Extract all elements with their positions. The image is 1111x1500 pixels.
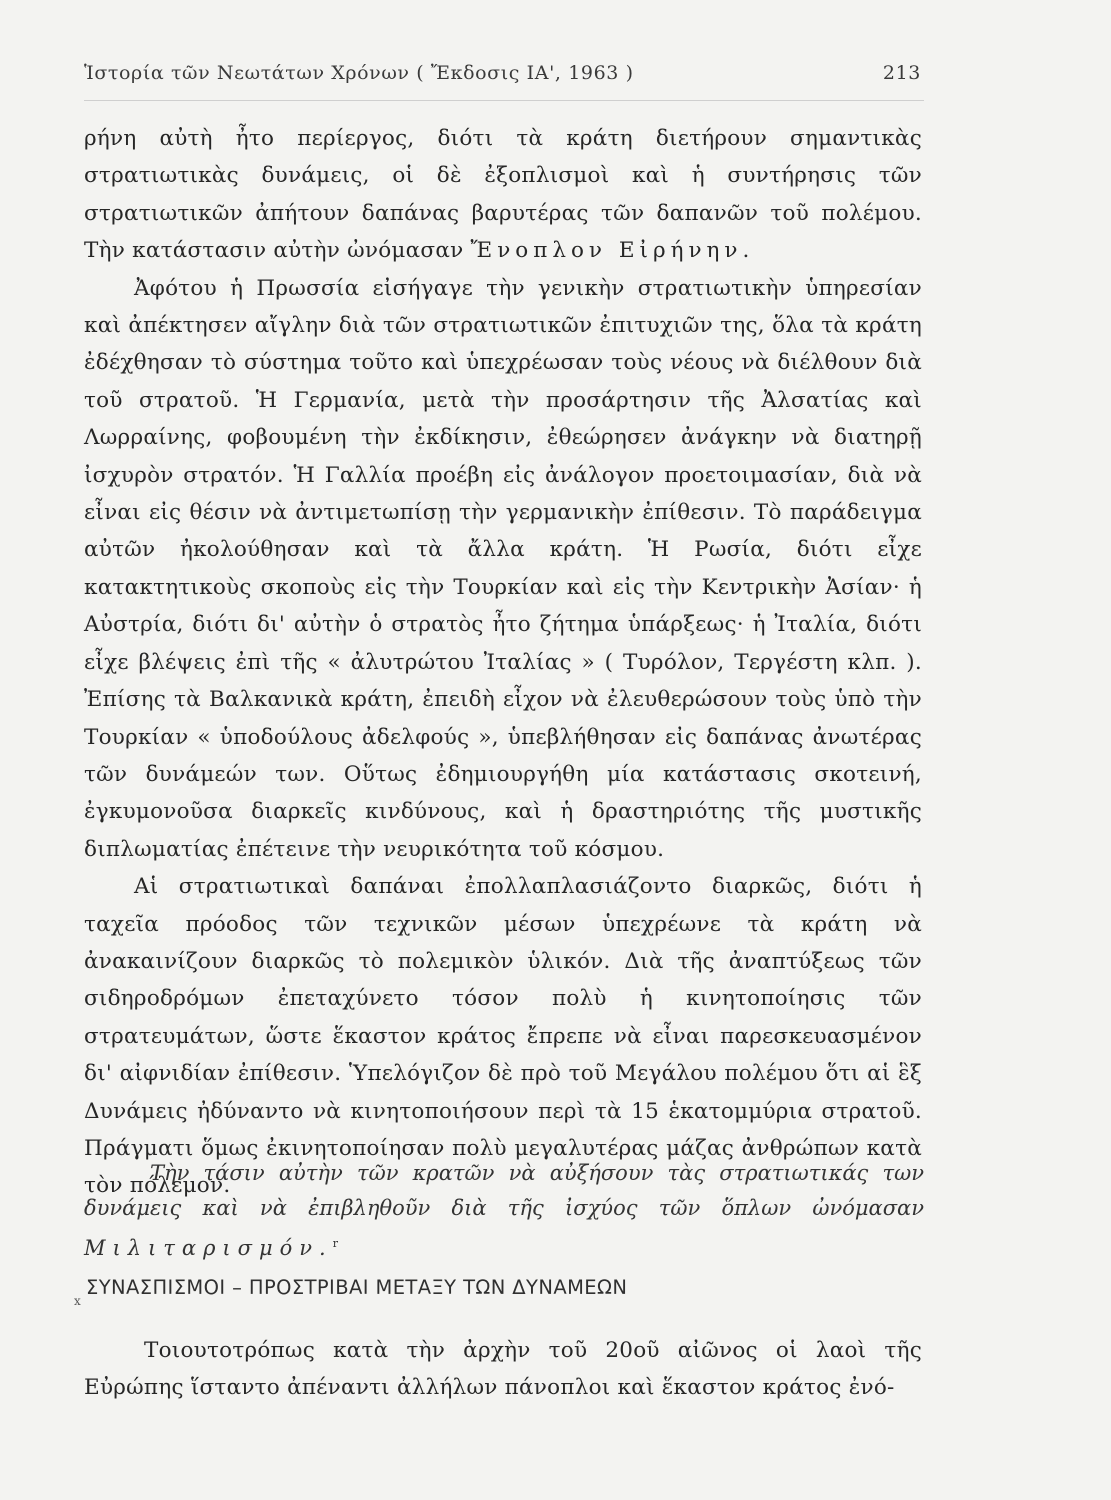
margin-mark: x	[74, 1294, 81, 1308]
militarism-term: Μιλιταρισμόν.	[84, 1236, 333, 1260]
paragraph-1-text: ρήνη αὐτὴ ἦτο περίεργος, διότι τὰ κράτη διετήρουν σημαντικὰς στρατιωτικὰς δυνάμεις, οἱ δὲ ἐξοπλισμοὶ καὶ ἡ συντήρησις τῶν στρατιωτικῶν ἀπήτουν δαπάνας βαρυτέρας τῶν δαπανῶν τοῦ πολέμου. Τὴν κατάστασιν αὐτὴν ὠνόμασαν	[84, 126, 922, 264]
footnote-mark: r	[332, 1237, 338, 1250]
paragraph-1	[84, 120, 922, 270]
militarism-definition	[84, 1156, 924, 1266]
page-number: 213	[882, 62, 921, 84]
header-rule	[84, 100, 924, 101]
armed-peace-term: Ἔνοπλον Εἰρήνην.	[470, 238, 755, 264]
section-heading: ΣΥΝΑΣΠΙΣΜΟΙ – ΠΡΟΣΤΡΙΒΑΙ ΜΕΤΑΞΥ ΤΩΝ ΔΥΝΑΜΕΩΝ	[86, 1276, 628, 1299]
paragraph-4: Τοιουτοτρόπως κατὰ τὴν ἀρχὴν τοῦ 20οῦ αἰῶνος οἱ λαοὶ τῆς Εὐρώπης ἵσταντο ἀπέναντι ἀλλήλων πάνοπλοι καὶ ἕκαστον κράτος ἐνό-	[84, 1338, 922, 1401]
main-text	[84, 120, 922, 1205]
running-header	[84, 62, 921, 84]
definition-text: Τὴν τάσιν αὐτὴν τῶν κρατῶν νὰ αὐξήσουν τὰς στρατιωτικάς των δυνάμεις καὶ νὰ ἐπιβληθοῦν διὰ τῆς ἰσχύος τῶν ὅπλων ὠνόμασαν	[84, 1161, 924, 1220]
header-title: Ἱστορία τῶν Νεωτάτων Χρόνων ( Ἔκδοσις ΙΑ', 1963 )	[84, 62, 634, 84]
paragraph-2: Ἀφότου ἡ Πρωσσία εἰσήγαγε τὴν γενικὴν στρατιωτικὴν ὑπηρεσίαν καὶ ἀπέκτησεν αἴγλην διὰ τῶν στρατιωτικῶν ἐπιτυχιῶν της, ὅλα τὰ κράτη ἐδέχθησαν τὸ σύστημα τοῦτο καὶ ὑπεχρέωσαν τοὺς νέους νὰ διέλθουν διὰ τοῦ στρατοῦ. Ἡ Γερμανία, μετὰ τὴν προσάρτησιν τῆς Ἀλσατίας καὶ Λωρραίνης, φοβουμένη τὴν ἐκδίκησιν, ἐθεώρησεν ἀνάγκην νὰ διατηρῇ ἰσχυρὸν στρατόν. Ἡ Γαλλία προέβη εἰς ἀνάλογον προετοιμασίαν, διὰ νὰ εἶναι εἰς θέσιν νὰ ἀντιμετωπίσῃ τὴν γερμανικὴν ἐπίθεσιν. Τὸ παράδειγμα αὐτῶν ἠκολούθησαν καὶ τὰ ἄλλα κράτη. Ἡ Ρωσία, διότι εἶχε κατακτητικοὺς σκοποὺς εἰς τὴν Τουρκίαν καὶ εἰς τὴν Κεντρικὴν Ἀσίαν· ἡ Αὐστρία, διότι δι' αὐτὴν ὁ στρατὸς ἦτο ζήτημα ὑπάρξεως· ἡ Ἰταλία, διότι εἶχε βλέψεις ἐπὶ τῆς « ἀλυτρώτου Ἰταλίας » ( Τυρόλον, Τεργέστη κλπ. ). Ἐπίσης τὰ Βαλκανικὰ κράτη, ἐπειδὴ εἶχον νὰ ἐλευθερώσουν τοὺς ὑπὸ τὴν Τουρκίαν « ὑποδούλους ἀδελφούς », ὑπεβλήθησαν εἰς δαπάνας ἀνωτέρας τῶν δυνάμεών των. Οὕτως ἐδημιουργήθη μία κατάστασις σκοτεινή, ἐγκυμονοῦσα διαρκεῖς κινδύνους, καὶ ἡ δραστηριότης τῆς μυστικῆς διπλωματίας ἐπέτεινε τὴν νευρικότητα τοῦ κόσμου.	[84, 275, 922, 862]
paragraph-3: Αἱ στρατιωτικαὶ δαπάναι ἐπολλαπλασιάζοντο διαρκῶς, διότι ἡ ταχεῖα πρόοδος τῶν τεχνικῶν μέσων ὑπεχρέωνε τὰ κράτη νὰ ἀνακαινίζουν διαρκῶς τὸ πολεμικὸν ὑλικόν. Διὰ τῆς ἀναπτύξεως τῶν σιδηροδρόμων ἐπεταχύνετο τόσον πολὺ ἡ κινητοποίησις τῶν στρατευμάτων, ὥστε ἕκαστον κράτος ἔπρεπε νὰ εἶναι παρεσκευασμένον δι' αἰφνιδίαν ἐπίθεσιν. Ὑπελόγιζον δὲ πρὸ τοῦ Μεγάλου πολέμου ὅτι αἱ ἓξ Δυνάμεις ἠδύναντο νὰ κινητοποιήσουν περὶ τὰ 15 ἑκατομμύρια στρατοῦ. Πράγματι ὅμως ἐκινητοποίησαν πολὺ μεγαλυτέρας μάζας ἀνθρώπων κατὰ τὸν πόλεμον.	[84, 874, 922, 1199]
